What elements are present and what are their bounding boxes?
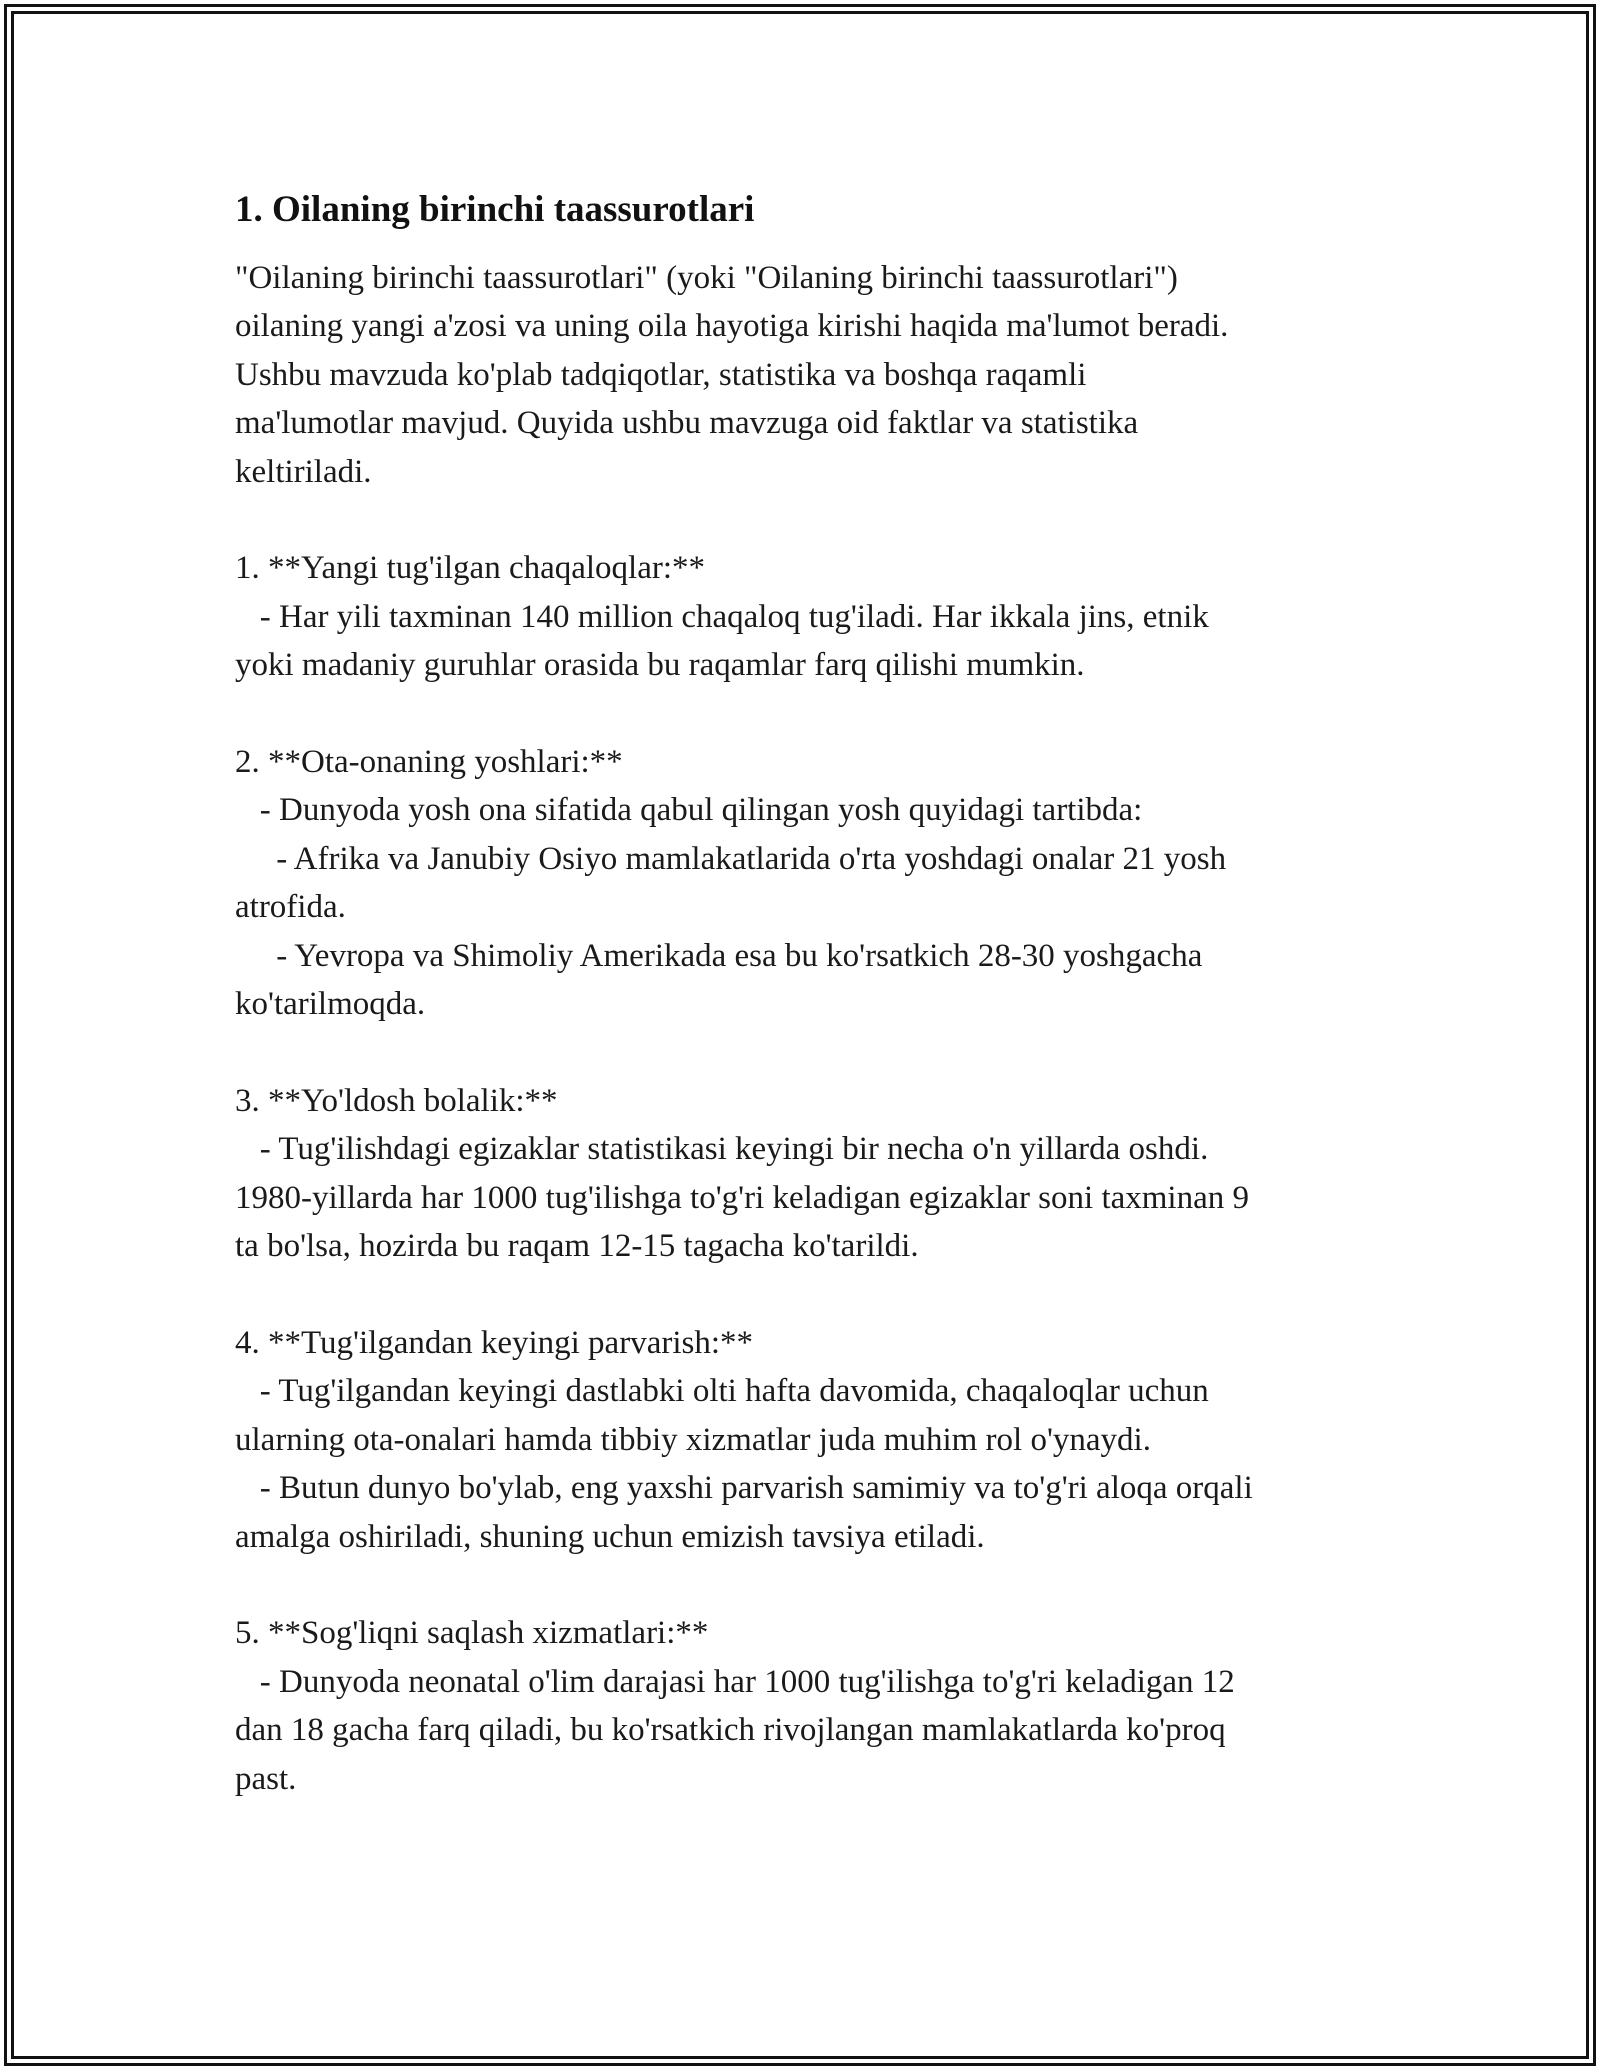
text-line: - Har yili taxminan 140 million chaqaloq tug'iladi. Har ikkala jins, etnik <box>235 598 1209 635</box>
text-line: 1980-yillarda har 1000 tug'ilishga to'g'ri keladigan egizaklar soni taxminan 9 <box>235 1179 1249 1216</box>
text-line: - Dunyoda yosh ona sifatida qabul qilingan yosh quyidagi tartibda: <box>235 792 1143 829</box>
text-line: "Oilaning birinchi taassurotlari" (yoki "Oilaning birinchi taassurotlari") <box>235 260 1178 296</box>
text-line: 3. **Yo'ldosh bolalik:** <box>235 1082 558 1119</box>
text-line: dan 18 gacha farq qiladi, bu ko'rsatkich rivojlangan mamlakatlarda ko'proq <box>235 1712 1226 1749</box>
text-line: 5. **Sog'liqni saqlash xizmatlari:** <box>235 1615 709 1652</box>
document-text <box>235 254 1400 1803</box>
text-line: ma'lumotlar mavjud. Quyida ushbu mavzuga oid faktlar va statistika <box>235 405 1139 442</box>
text-line: past. <box>235 1760 297 1797</box>
text-line: 2. **Ota-onaning yoshlari:** <box>235 744 623 781</box>
blank-line <box>235 1270 1400 1318</box>
text-line: keltiriladi. <box>235 453 372 490</box>
text-line: - Afrika va Janubiy Osiyo mamlakatlarida o'rta yoshdagi onalar 21 yosh <box>235 840 1227 877</box>
text-line: ularning ota-onalari hamda tibbiy xizmatlar juda muhim rol o'ynaydi. <box>235 1421 1151 1458</box>
text-line: - Tug'ilgandan keyingi dastlabki olti hafta davomida, chaqaloqlar uchun <box>235 1373 1209 1410</box>
text-line: atrofida. <box>235 889 346 926</box>
text-line: ko'tarilmoqda. <box>235 986 426 1023</box>
text-line: - Dunyoda neonatal o'lim darajasi har 1000 tug'ilishga to'g'ri keladigan 12 <box>235 1663 1235 1700</box>
text-line: - Tug'ilishdagi egizaklar statistikasi keyingi bir necha o'n yillarda oshdi. <box>235 1131 1209 1168</box>
text-line: 4. **Tug'ilgandan keyingi parvarish:** <box>235 1324 754 1361</box>
text-line: Ushbu mavzuda ko'plab tadqiqotlar, statistika va boshqa raqamli <box>235 356 1087 393</box>
text-line: - Yevropa va Shimoliy Amerikada esa bu ko'rsatkich 28-30 yoshgacha <box>235 937 1203 974</box>
text-line: oilaning yangi a'zosi va uning oila hayotiga kirishi haqida ma'lumot beradi. <box>235 308 1229 345</box>
text-line: - Butun dunyo bo'ylab, eng yaxshi parvarish samimiy va to'g'ri aloqa orqali <box>235 1470 1253 1507</box>
document-body <box>235 186 1400 1803</box>
blank-line <box>235 1561 1400 1609</box>
text-line: ta bo'lsa, hozirda bu raqam 12-15 tagacha ko'tarildi. <box>235 1228 919 1265</box>
blank-line <box>235 1028 1400 1076</box>
document-title: 1. Oilaning birinchi taassurotlari <box>235 189 755 230</box>
blank-line <box>235 496 1400 544</box>
blank-line <box>235 690 1400 738</box>
text-line: amalga oshiriladi, shuning uchun emizish tavsiya etiladi. <box>235 1518 985 1555</box>
text-line: yoki madaniy guruhlar orasida bu raqamlar farq qilishi mumkin. <box>235 647 1085 684</box>
text-line: 1. **Yangi tug'ilgan chaqaloqlar:** <box>235 550 706 587</box>
